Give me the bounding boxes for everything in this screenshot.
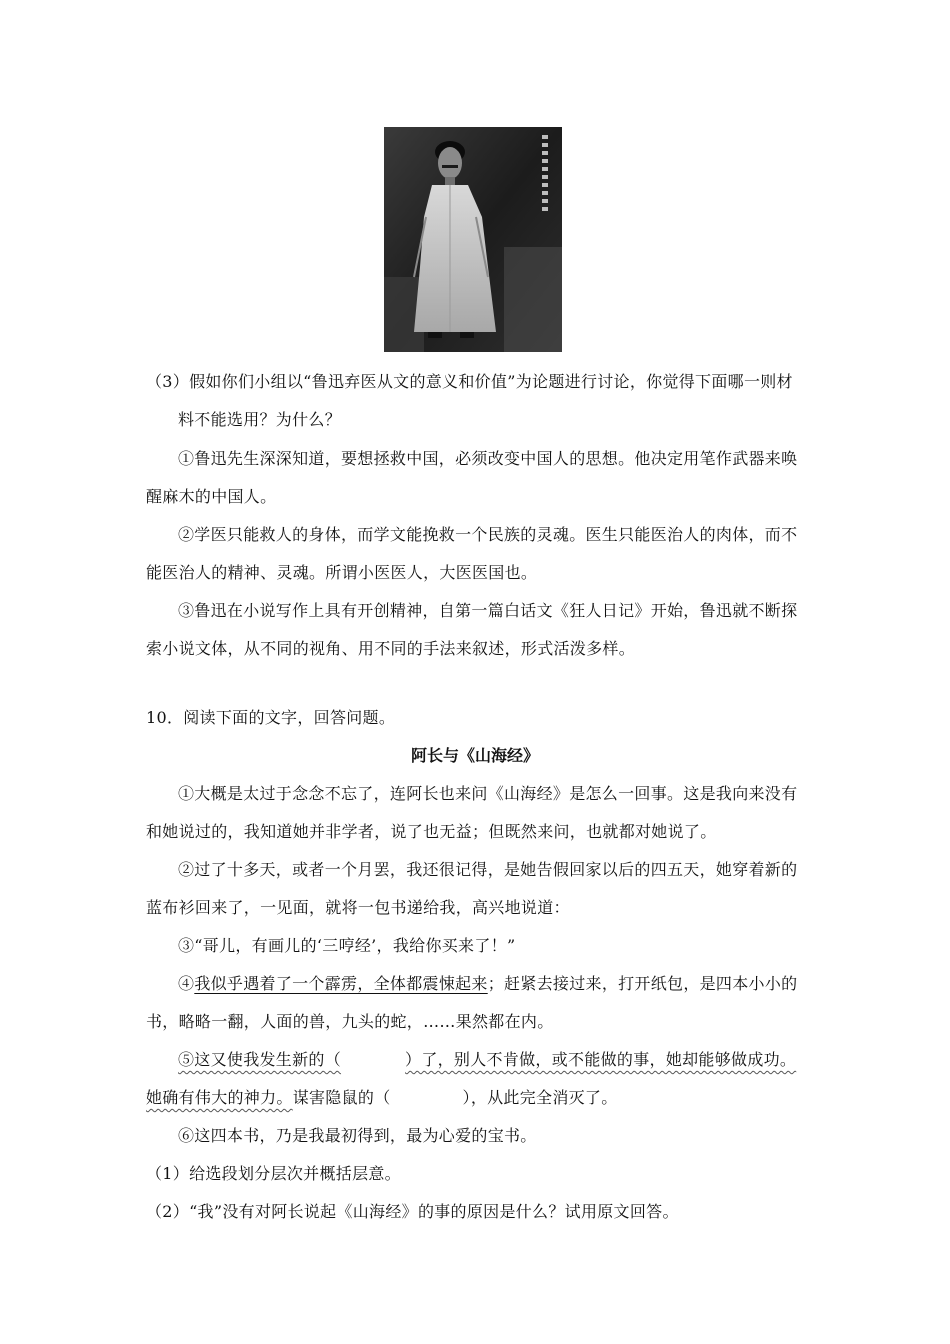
paragraph-2-line-2: 蓝布衫回来了，一见面，就将一包书递给我，高兴地说道： xyxy=(146,898,570,917)
lu-xun-portrait xyxy=(384,127,562,352)
paragraph-1-line-2: 和她说过的，我知道她并非学者，说了也无益；但既然来问，也就都对她说了。 xyxy=(146,822,717,841)
paragraph-1-line-1: ①大概是太过于念念不忘了，连阿长也来问《山海经》是怎么一回事。这是我向来没有 xyxy=(178,784,798,803)
option-3-line-2: 索小说文体，从不同的视角、用不同的手法来叙述，形式活泼多样。 xyxy=(146,639,636,658)
question-10-heading: 10．阅读下面的文字，回答问题。 xyxy=(146,708,396,727)
paragraph-5-wavy-1 xyxy=(178,1050,796,1069)
option-3-line-1: ③鲁迅在小说写作上具有开创精神，自第一篇白话文《狂人日记》开始，鲁迅就不断探 xyxy=(178,601,798,620)
option-2-line-2: 能医治人的精神、灵魂。所谓小医医人，大医医国也。 xyxy=(146,563,538,582)
option-1-line-1: ①鲁迅先生深深知道，要想拯救中国，必须改变中国人的思想。他决定用笔作武器来唤 xyxy=(178,449,798,468)
paragraph-4-rest: ；赶紧去接过来，打开纸包，是四本小小的 xyxy=(487,974,798,993)
paragraph-4-mark: ④ xyxy=(178,974,195,993)
paragraph-5-part-b: ）了，别人不肯做，或不能做的事，她却能够做成功。 xyxy=(405,1050,797,1069)
paragraph-5-wavy-2: 她确有伟大的神力。 xyxy=(146,1088,293,1107)
paragraph-4-line-2: 书，略略一翻，人面的兽，九头的蛇，……果然都在内。 xyxy=(146,1012,554,1031)
option-2-line-1: ②学医只能救人的身体，而学文能挽救一个民族的灵魂。医生只能医治人的肉体，而不 xyxy=(178,525,798,544)
sub-question-1: （1）给选段划分层次并概括层意。 xyxy=(146,1164,401,1183)
paragraph-5-part-a: ⑤这又使我发生新的（ xyxy=(178,1050,342,1069)
paragraph-5-part-e: ），从此完全消灭了。 xyxy=(462,1088,618,1107)
passage-title: 阿长与《山海经》 xyxy=(410,746,539,765)
portrait-photo-icon xyxy=(384,127,562,352)
paragraph-4-line-1 xyxy=(178,972,797,996)
paragraph-5-part-d: 谋害隐鼠的（ xyxy=(292,1088,391,1107)
paragraph-6: ⑥这四本书，乃是我最初得到，最为心爱的宝书。 xyxy=(178,1126,537,1145)
paragraph-5-line-2 xyxy=(146,1086,618,1110)
question-3-line-1: （3）假如你们小组以“鲁迅弃医从文的意义和价值”为论题进行讨论，你觉得下面哪一则材 xyxy=(146,372,793,391)
paragraph-2-line-1: ②过了十多天，或者一个月罢，我还很记得，是她告假回家以后的四五天，她穿着新的 xyxy=(178,860,798,879)
underlined-sentence: 我似乎遇着了一个霹雳，全体都震悚起来 xyxy=(194,974,488,993)
paragraph-5-line-1 xyxy=(178,1048,796,1072)
option-1-line-2: 醒麻木的中国人。 xyxy=(146,487,277,506)
paragraph-3: ③“哥儿，有画儿的‘三哼经’，我给你买来了！” xyxy=(178,936,516,955)
sub-question-2: （2）“我”没有对阿长说起《山海经》的事的原因是什么？试用原文回答。 xyxy=(146,1202,679,1221)
question-3-line-2: 料不能选用？为什么？ xyxy=(178,410,342,429)
